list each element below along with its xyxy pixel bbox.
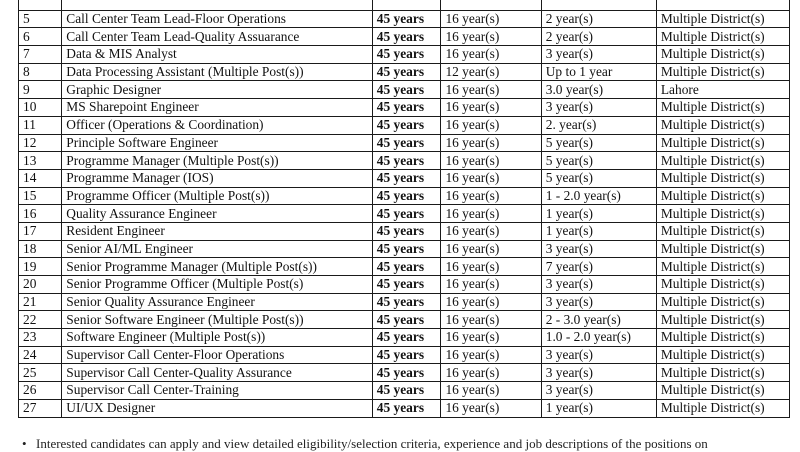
location: Multiple District(s) [656, 63, 789, 81]
position-title: Data Processing Assistant (Multiple Post(s)) [62, 63, 373, 81]
age-limit: 45 years [372, 205, 441, 223]
qualification-years: 16 year(s) [441, 329, 541, 347]
position-title: Supervisor Call Center-Quality Assurance [62, 364, 373, 382]
experience [541, 0, 656, 10]
row-number: 12 [19, 134, 62, 152]
qualification-years: 16 year(s) [441, 205, 541, 223]
age-limit: 45 years [372, 382, 441, 400]
qualification-years: 16 year(s) [441, 382, 541, 400]
experience: 1.0 - 2.0 year(s) [541, 329, 656, 347]
age-limit: 45 years [372, 28, 441, 46]
table-row [19, 10, 790, 28]
qualification-years [441, 0, 541, 10]
age-limit: 45 years [372, 116, 441, 134]
table-row [19, 116, 790, 134]
qualification-years: 16 year(s) [441, 240, 541, 258]
location: Multiple District(s) [656, 187, 789, 205]
qualification-years: 16 year(s) [441, 28, 541, 46]
row-number: 10 [19, 99, 62, 117]
qualification-years: 16 year(s) [441, 399, 541, 417]
position-title: Programme Manager (IOS) [62, 169, 373, 187]
age-limit [372, 0, 441, 10]
qualification-years: 16 year(s) [441, 81, 541, 99]
row-number: 14 [19, 169, 62, 187]
positions-table [18, 0, 790, 418]
age-limit: 45 years [372, 169, 441, 187]
position-title: MS Sharepoint Engineer [62, 99, 373, 117]
table-row [19, 240, 790, 258]
experience: 2 year(s) [541, 28, 656, 46]
age-limit: 45 years [372, 134, 441, 152]
position-title: Supervisor Call Center-Floor Operations [62, 346, 373, 364]
row-number: 26 [19, 382, 62, 400]
table-row [19, 28, 790, 46]
row-number: 24 [19, 346, 62, 364]
experience: 5 year(s) [541, 169, 656, 187]
age-limit: 45 years [372, 10, 441, 28]
age-limit: 45 years [372, 99, 441, 117]
row-number: 23 [19, 329, 62, 347]
position-title: Supervisor Call Center-Training [62, 382, 373, 400]
qualification-years: 16 year(s) [441, 169, 541, 187]
location: Multiple District(s) [656, 134, 789, 152]
experience: 7 year(s) [541, 258, 656, 276]
row-number: 5 [19, 10, 62, 28]
age-limit: 45 years [372, 63, 441, 81]
location: Multiple District(s) [656, 311, 789, 329]
table-row [19, 329, 790, 347]
table-row [19, 46, 790, 64]
age-limit: 45 years [372, 311, 441, 329]
table-row [19, 81, 790, 99]
experience: 5 year(s) [541, 152, 656, 170]
position-title: Resident Engineer [62, 222, 373, 240]
qualification-years: 16 year(s) [441, 311, 541, 329]
position-title: Principle Software Engineer [62, 134, 373, 152]
table-row [19, 222, 790, 240]
age-limit: 45 years [372, 364, 441, 382]
age-limit: 45 years [372, 276, 441, 294]
position-title [62, 0, 373, 10]
row-number: 7 [19, 46, 62, 64]
position-title: Graphic Designer [62, 81, 373, 99]
table-row [19, 276, 790, 294]
row-number: 17 [19, 222, 62, 240]
row-number: 9 [19, 81, 62, 99]
table-row [19, 258, 790, 276]
location: Multiple District(s) [656, 276, 789, 294]
experience: 1 year(s) [541, 399, 656, 417]
qualification-years: 16 year(s) [441, 99, 541, 117]
position-title: Senior Quality Assurance Engineer [62, 293, 373, 311]
location: Multiple District(s) [656, 205, 789, 223]
experience: 3 year(s) [541, 382, 656, 400]
location: Multiple District(s) [656, 222, 789, 240]
row-number: 18 [19, 240, 62, 258]
table-row [19, 382, 790, 400]
table-row [19, 399, 790, 417]
location: Multiple District(s) [656, 399, 789, 417]
experience: 3 year(s) [541, 46, 656, 64]
age-limit: 45 years [372, 329, 441, 347]
location: Lahore [656, 81, 789, 99]
position-title: Senior Programme Officer (Multiple Post(s) [62, 276, 373, 294]
qualification-years: 16 year(s) [441, 187, 541, 205]
qualification-years: 16 year(s) [441, 258, 541, 276]
qualification-years: 16 year(s) [441, 222, 541, 240]
table-row [19, 205, 790, 223]
experience: 1 - 2.0 year(s) [541, 187, 656, 205]
row-number: 13 [19, 152, 62, 170]
age-limit: 45 years [372, 293, 441, 311]
qualification-years: 16 year(s) [441, 116, 541, 134]
row-number: 11 [19, 116, 62, 134]
table-row [19, 152, 790, 170]
row-number: 27 [19, 399, 62, 417]
position-title: Programme Officer (Multiple Post(s)) [62, 187, 373, 205]
experience: 3 year(s) [541, 364, 656, 382]
bullet-icon: • [22, 436, 27, 451]
location: Multiple District(s) [656, 382, 789, 400]
qualification-years: 16 year(s) [441, 152, 541, 170]
positions-table-body [19, 0, 790, 417]
location: Multiple District(s) [656, 116, 789, 134]
experience: 5 year(s) [541, 134, 656, 152]
table-row [19, 364, 790, 382]
qualification-years: 16 year(s) [441, 364, 541, 382]
location: Multiple District(s) [656, 10, 789, 28]
age-limit: 45 years [372, 222, 441, 240]
qualification-years: 16 year(s) [441, 293, 541, 311]
experience: 2 year(s) [541, 10, 656, 28]
row-number: 21 [19, 293, 62, 311]
qualification-years: 16 year(s) [441, 346, 541, 364]
location: Multiple District(s) [656, 364, 789, 382]
experience: 3 year(s) [541, 240, 656, 258]
row-number: 25 [19, 364, 62, 382]
age-limit: 45 years [372, 152, 441, 170]
experience: 3 year(s) [541, 276, 656, 294]
position-title: Senior Programme Manager (Multiple Post(s)) [62, 258, 373, 276]
qualification-years: 16 year(s) [441, 10, 541, 28]
experience: 3 year(s) [541, 99, 656, 117]
qualification-years: 12 year(s) [441, 63, 541, 81]
position-title: Call Center Team Lead-Floor Operations [62, 10, 373, 28]
location: Multiple District(s) [656, 240, 789, 258]
table-row [19, 169, 790, 187]
footnote [22, 436, 800, 452]
location: Multiple District(s) [656, 152, 789, 170]
position-title: Officer (Operations & Coordination) [62, 116, 373, 134]
row-number: 22 [19, 311, 62, 329]
footnote-text: Interested candidates can apply and view detailed eligibility/selection criteria, experience and job descriptions of the positions on [36, 436, 708, 451]
table-row [19, 187, 790, 205]
experience: 2 - 3.0 year(s) [541, 311, 656, 329]
experience: 1 year(s) [541, 222, 656, 240]
row-number: 8 [19, 63, 62, 81]
row-number: 16 [19, 205, 62, 223]
location: Multiple District(s) [656, 169, 789, 187]
qualification-years: 16 year(s) [441, 46, 541, 64]
location [656, 0, 789, 10]
experience: 3 year(s) [541, 346, 656, 364]
age-limit: 45 years [372, 187, 441, 205]
experience: 3.0 year(s) [541, 81, 656, 99]
location: Multiple District(s) [656, 258, 789, 276]
row-number: 6 [19, 28, 62, 46]
position-title: Senior AI/ML Engineer [62, 240, 373, 258]
experience: 3 year(s) [541, 293, 656, 311]
age-limit: 45 years [372, 258, 441, 276]
table-row [19, 311, 790, 329]
position-title: Quality Assurance Engineer [62, 205, 373, 223]
table-row [19, 0, 790, 10]
age-limit: 45 years [372, 46, 441, 64]
qualification-years: 16 year(s) [441, 134, 541, 152]
table-row [19, 63, 790, 81]
table-row [19, 346, 790, 364]
experience: 1 year(s) [541, 205, 656, 223]
experience: Up to 1 year [541, 63, 656, 81]
row-number: 19 [19, 258, 62, 276]
position-title: Senior Software Engineer (Multiple Post(s)) [62, 311, 373, 329]
experience: 2. year(s) [541, 116, 656, 134]
position-title: Call Center Team Lead-Quality Assuarance [62, 28, 373, 46]
age-limit: 45 years [372, 240, 441, 258]
table-row [19, 134, 790, 152]
position-title: Data & MIS Analyst [62, 46, 373, 64]
location: Multiple District(s) [656, 293, 789, 311]
location: Multiple District(s) [656, 329, 789, 347]
table-row [19, 99, 790, 117]
location: Multiple District(s) [656, 346, 789, 364]
row-number [19, 0, 62, 10]
location: Multiple District(s) [656, 46, 789, 64]
row-number: 15 [19, 187, 62, 205]
age-limit: 45 years [372, 346, 441, 364]
age-limit: 45 years [372, 399, 441, 417]
position-title: Software Engineer (Multiple Post(s)) [62, 329, 373, 347]
table-row [19, 293, 790, 311]
position-title: Programme Manager (Multiple Post(s)) [62, 152, 373, 170]
age-limit: 45 years [372, 81, 441, 99]
location: Multiple District(s) [656, 99, 789, 117]
row-number: 20 [19, 276, 62, 294]
location: Multiple District(s) [656, 28, 789, 46]
qualification-years: 16 year(s) [441, 276, 541, 294]
position-title: UI/UX Designer [62, 399, 373, 417]
